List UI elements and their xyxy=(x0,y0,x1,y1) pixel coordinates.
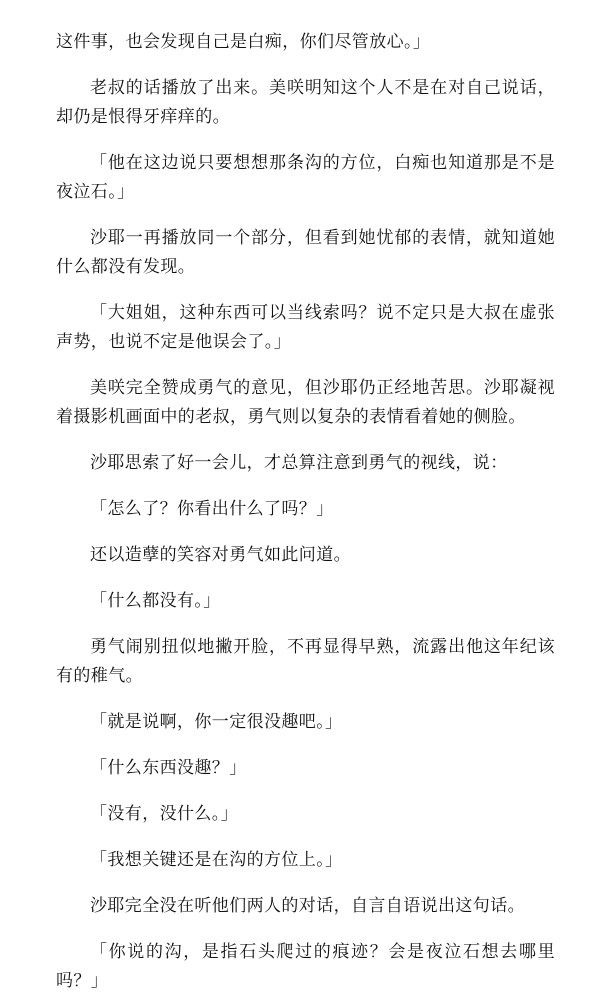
paragraph-3: 「他在这边说只要想想那条沟的方位，白痴也知道那是不是夜泣石。」 xyxy=(56,153,555,202)
paragraph-7: 沙耶思索了好一会儿，才总算注意到勇气的视线，说： xyxy=(90,453,508,473)
paragraph-9: 还以造孽的笑容对勇气如此问道。 xyxy=(90,545,351,565)
paragraph-14: 「没有，没什么。」 xyxy=(90,804,239,824)
paragraph-13: 「什么东西没趣？」 xyxy=(90,758,247,778)
paragraph-8: 「怎么了？你看出什么了吗？」 xyxy=(90,499,334,519)
paragraph-10: 「什么都没有。」 xyxy=(90,591,221,611)
paragraph-4: 沙耶一再播放同一个部分，但看到她忧郁的表情，就知道她什么都没有发现。 xyxy=(56,228,555,277)
paragraph-12: 「就是说啊，你一定很没趣吧。」 xyxy=(90,712,343,732)
paragraph-6: 美咲完全赞成勇气的意见，但沙耶仍正经地苦思。沙耶凝视着摄影机画面中的老叔，勇气则以复杂的表情看着她的侧脸。 xyxy=(56,378,555,427)
paragraph-16: 沙耶完全没在听他们两人的对话，自言自语说出这句话。 xyxy=(90,896,525,916)
paragraph-17: 「你说的沟，是指石头爬过的痕迹？会是夜泣石想去哪里吗？」 xyxy=(56,942,555,991)
paragraph-1: 这件事，也会发现自己是白痴，你们尽管放心。」 xyxy=(56,32,431,52)
paragraph-2: 老叔的话播放了出来。美咲明知这个人不是在对自己说话，却仍是恨得牙痒痒的。 xyxy=(56,78,555,127)
paragraph-11: 勇气闹别扭似地撇开脸，不再显得早熟，流露出他这年纪该有的稚气。 xyxy=(56,637,555,686)
paragraph-5: 「大姐姐，这种东西可以当线索吗？说不定只是大叔在虚张声势，也说不定是他误会了。」 xyxy=(56,303,555,352)
paragraph-15: 「我想关键还是在沟的方位上。」 xyxy=(90,850,343,870)
